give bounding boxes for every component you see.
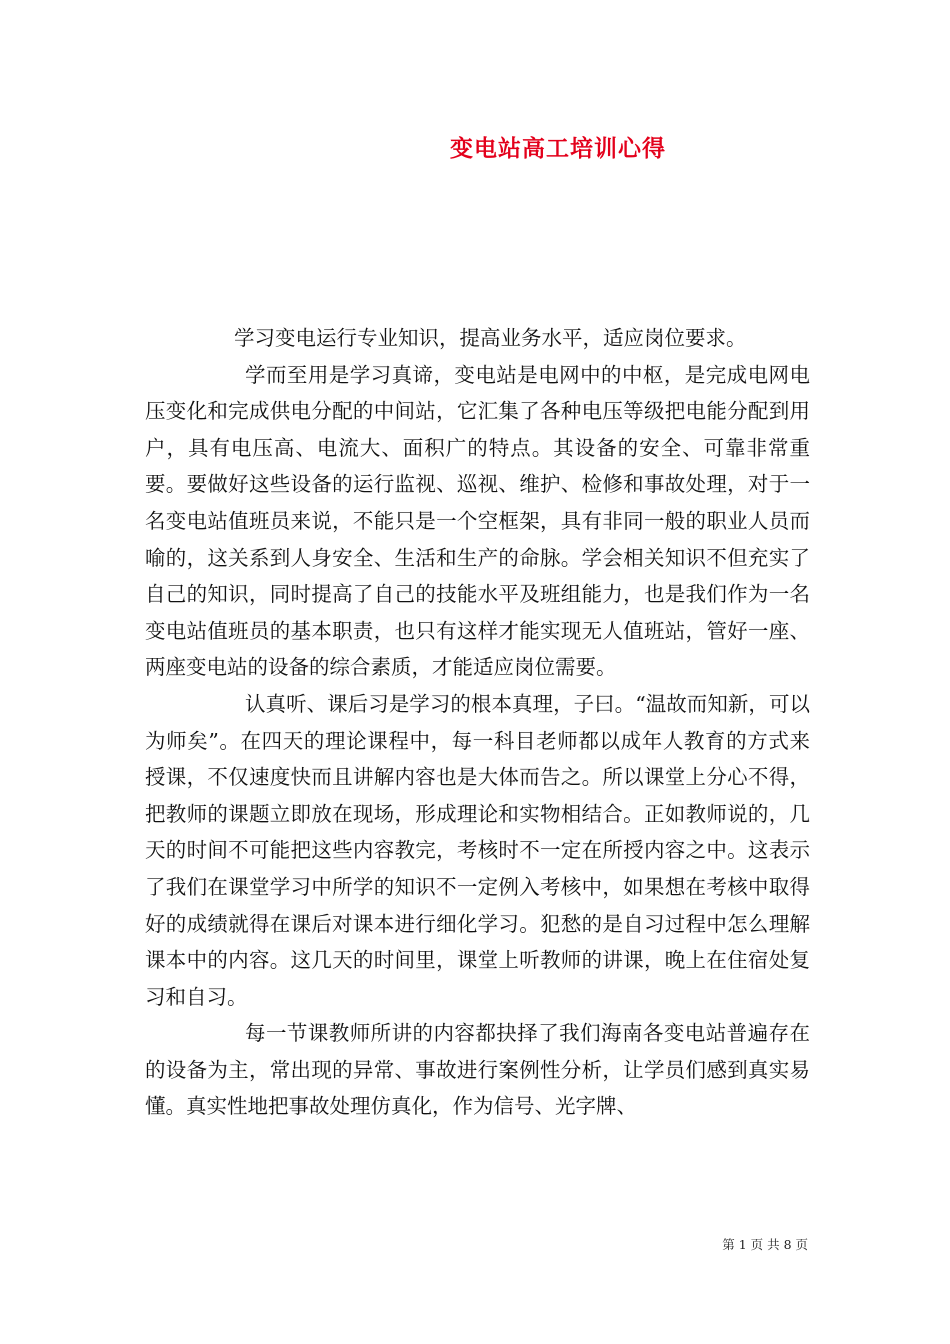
- paragraph-3: 认真听、课后习是学习的根本真理，子曰。“温故而知新，可以为师矣”。在四天的理论课程中，每一科目老师都以成年人教育的方式来授课，不仅速度快而且讲解内容也是大体而告之。所以课堂上分心不得，把教师的课题立即放在现场，形成理论和实物相结合。正如教师说的，几天的时间不可能把这些内容教完，考核时不一定在所授内容之中。这表示了我们在课堂学习中所学的知识不一定例入考核中，如果想在考核中取得好的成绩就得在课后对课本进行细化学习。犯愁的是自习过程中怎么理解课本中的内容。这几天的时间里，课堂上听教师的讲课，晚上在住宿处复习和自习。: [145, 691, 810, 1009]
- document-body: [145, 320, 810, 1125]
- document-title: 变电站高工培训心得: [450, 135, 666, 162]
- paragraph-2: 学而至用是学习真谛，变电站是电网中的中枢，是完成电网电压变化和完成供电分配的中间站，它汇集了各种电压等级把电能分配到用户，具有电压高、电流大、面积广的特点。其设备的安全、可靠非常重要。要做好这些设备的运行监视、巡视、维护、检修和事故处理，对于一名变电站值班员来说，不能只是一个空框架，具有非同一般的职业人员而喻的，这关系到人身安全、生活和生产的命脉。学会相关知识不但充实了自己的知识，同时提高了自己的技能水平及班组能力，也是我们作为一名变电站值班员的基本职责，也只有这样才能实现无人值班站，管好一座、两座变电站的设备的综合素质，才能适应岗位需要。: [145, 362, 810, 680]
- page-number-footer: 第 1 页 共 8 页: [722, 1237, 808, 1252]
- paragraph-4: 每一节课教师所讲的内容都抉择了我们海南各变电站普遍存在的设备为主，常出现的异常、事故进行案例性分析，让学员们感到真实易懂。真实性地把事故处理仿真化，作为信号、光字牌、: [145, 1021, 810, 1119]
- paragraph-1: 学习变电运行专业知识，提高业务水平，适应岗位要求。: [234, 326, 747, 350]
